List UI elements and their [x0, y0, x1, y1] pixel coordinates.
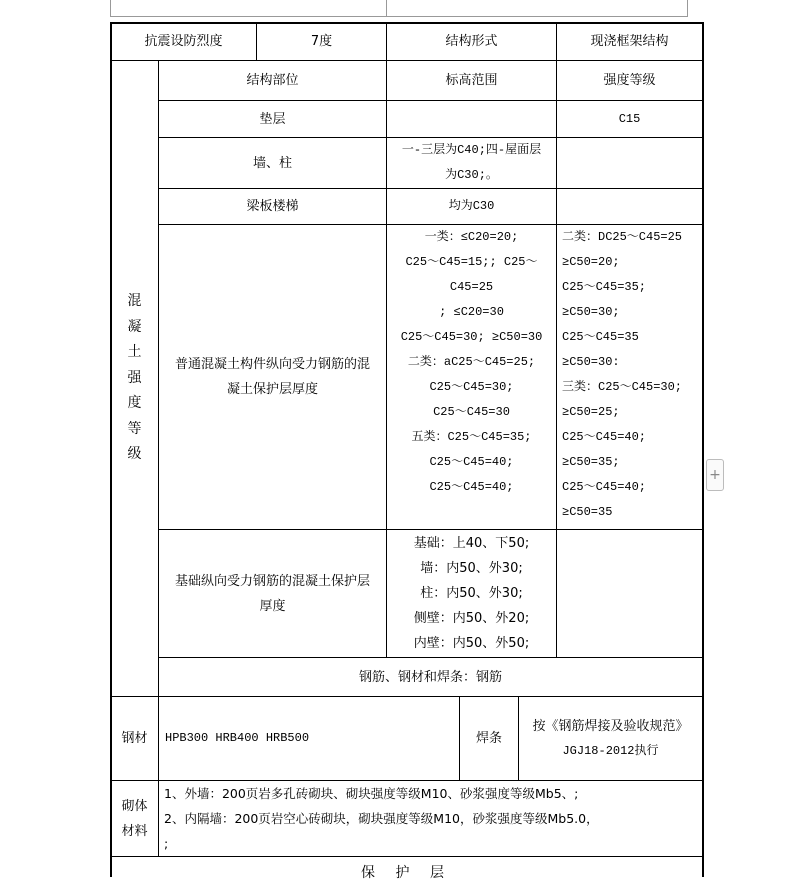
wall-column-part: 墙、柱 — [252, 155, 292, 171]
normal-cover-grade: 二类：DC25～C45=25 ≥C50=20; C25～C45=35; ≥C50=30; C25～C45=35 ≥C50=30: 三类：C25～C45=30; ≥C50=25; C25～C45=40; ≥C50=35; C25～C45=40; ≥C50=35 — [562, 230, 683, 519]
seismic-intensity-value: 7度 — [310, 34, 333, 49]
cushion-part: 垫层 — [259, 111, 286, 127]
normal-cover-elevation: 一类：≤C20=20; C25～C45=15;; C25～ C45=25 ; ≤C20=30 C25～C45=30; ≥C50=30 二类：aC25～C45=25; C25～C45=30; C25～C45=30 五类：C25～C45=35; C25～C45=40; C25～C45=40; — [400, 230, 543, 494]
masonry-label: 砌体 材料 — [121, 798, 148, 839]
wall-column-elevation: 一-三层为C40;四-屋面层 为C30;。 — [401, 143, 542, 182]
structure-part-header: 结构部位 — [246, 73, 299, 88]
beam-slab-grade — [557, 189, 702, 224]
prev-table-line — [687, 0, 688, 17]
grid-line — [158, 696, 159, 781]
rebar-material-note: 钢筋、钢材和焊条：钢筋 — [358, 669, 502, 685]
prev-table-line — [110, 16, 688, 17]
beam-slab-part: 梁板楼梯 — [246, 199, 299, 214]
weld-rod-label: 焊条 — [475, 731, 502, 746]
structure-type-value: 现浇框架结构 — [590, 34, 669, 49]
foundation-cover-part: 基础纵向受力钢筋的混凝土保护层 厚度 — [174, 573, 370, 614]
prev-table-line — [386, 0, 387, 17]
grid-line — [158, 780, 159, 857]
add-icon[interactable]: + — [706, 459, 724, 491]
cushion-grade: C15 — [618, 111, 641, 126]
masonry-spec: 1、外墙：200页岩多孔砖砌块、砌块强度等级M10、砂浆强度等级Mb5、; 2、内隔墙：200页岩空心砖砌块，砌块强度等级M10，砂浆强度等级Mb5.0， ; — [164, 786, 599, 851]
elevation-range-header: 标高范围 — [445, 73, 498, 88]
normal-cover-part: 普通混凝土构件纵向受力钢筋的混 凝土保护层厚度 — [174, 357, 370, 397]
steel-grades: HPB300 HRB400 HRB500 — [165, 731, 310, 745]
beam-slab-elevation: 均为C30 — [448, 199, 495, 213]
steel-label: 钢材 — [121, 731, 148, 746]
structure-type-label: 结构形式 — [445, 34, 498, 49]
strength-grade-header: 强度等级 — [603, 73, 656, 88]
foundation-cover-elevation: 基础：上40、下50; 墙：内50、外30; 柱：内50、外30; 侧壁：内50、外20; 内壁：内50、外50; — [413, 536, 530, 651]
table-border — [702, 22, 704, 877]
foundation-cover-grade — [557, 530, 702, 657]
cushion-elevation — [387, 101, 556, 137]
wall-column-grade — [557, 138, 702, 188]
prev-table-line — [110, 0, 111, 17]
concrete-grade-section-label: 混 凝 土 强 度 等 级 — [127, 293, 142, 463]
protection-layer-heading: 保 护 层 — [361, 865, 452, 881]
seismic-intensity-label: 抗震设防烈度 — [144, 34, 223, 49]
weld-rod-spec: 按《钢筋焊接及验收规范》 JGJ18-2012执行 — [532, 718, 689, 758]
